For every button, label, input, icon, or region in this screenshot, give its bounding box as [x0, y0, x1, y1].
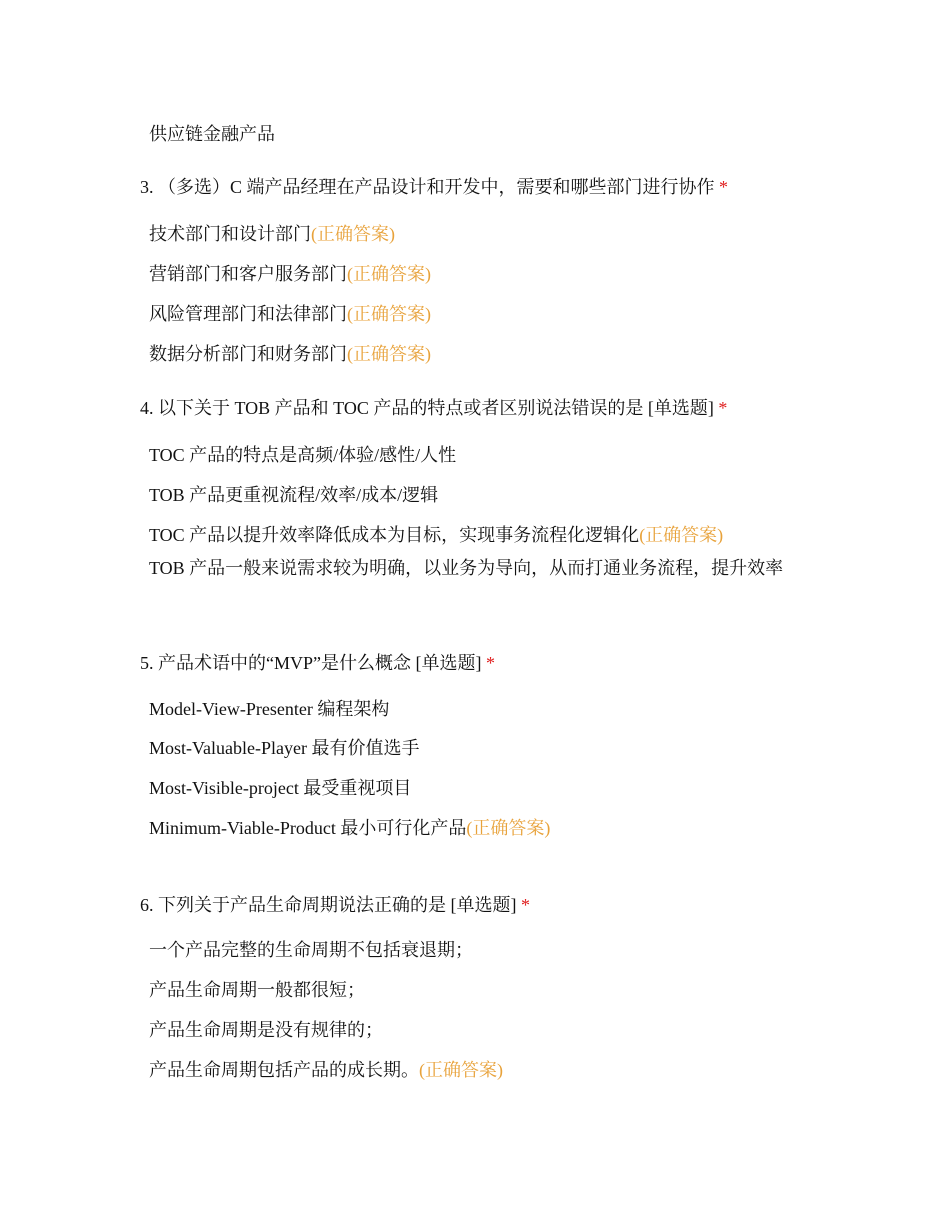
q3-option-4	[149, 342, 431, 366]
question-text: 6. 下列关于产品生命周期说法正确的是 [单选题]	[140, 895, 517, 915]
q3-option-1	[149, 222, 395, 246]
correct-answer-tag: (正确答案)	[347, 304, 431, 324]
required-mark: *	[485, 653, 495, 673]
option-text: 数据分析部门和财务部门	[149, 344, 347, 364]
option-text: 一个产品完整的生命周期不包括衰退期；	[149, 940, 473, 960]
q4-option-1	[149, 443, 456, 467]
question-5-title	[140, 651, 495, 675]
option-supply-chain	[149, 122, 275, 146]
question-text: 3. （多选）C 端产品经理在产品设计和开发中，需要和哪些部门进行协作	[140, 177, 715, 197]
required-mark: *	[719, 177, 729, 197]
option-text: 产品生命周期一般都很短；	[149, 980, 365, 1000]
question-6-title	[140, 893, 530, 917]
q3-option-2	[149, 262, 431, 286]
q5-option-2	[149, 736, 419, 760]
option-text: TOB 产品一般来说需求较为明确，以业务为导向，从而打通业务流程，提升效率	[149, 558, 784, 578]
option-text: 风险管理部门和法律部门	[149, 304, 347, 324]
question-text: 4. 以下关于 TOB 产品和 TOC 产品的特点或者区别说法错误的是 [单选题]	[140, 398, 714, 418]
option-text: Most-Visible-project 最受重视项目	[149, 778, 412, 798]
option-text: TOC 产品以提升效率降低成本为目标，实现事务流程化逻辑化	[149, 525, 640, 545]
correct-answer-tag: (正确答案)	[347, 264, 431, 284]
q5-option-3	[149, 776, 411, 800]
required-mark: *	[718, 398, 728, 418]
option-text: 营销部门和客户服务部门	[149, 264, 347, 284]
q3-option-3	[149, 302, 431, 326]
correct-answer-tag: (正确答案)	[347, 344, 431, 364]
q4-option-4	[149, 556, 799, 580]
option-text: 供应链金融产品	[149, 124, 275, 144]
option-text: Model-View-Presenter 编程架构	[149, 699, 390, 719]
question-4-title	[140, 396, 727, 420]
q6-option-1	[149, 938, 473, 962]
question-text: 5. 产品术语中的“MVP”是什么概念 [单选题]	[140, 653, 482, 673]
q5-option-1	[149, 697, 389, 721]
correct-answer-tag: (正确答案)	[419, 1060, 503, 1080]
option-text: TOB 产品更重视流程/效率/成本/逻辑	[149, 485, 439, 505]
q4-option-2	[149, 483, 438, 507]
required-mark: *	[521, 895, 530, 915]
q4-option-3	[149, 523, 723, 547]
option-text: TOC 产品的特点是高频/体验/感性/人性	[149, 445, 457, 465]
option-text: Most-Valuable-Player 最有价值选手	[149, 738, 420, 758]
correct-answer-tag: (正确答案)	[639, 525, 724, 545]
question-3-title	[140, 175, 728, 199]
option-text: Minimum-Viable-Product 最小可行化产品	[149, 818, 467, 838]
correct-answer-tag: (正确答案)	[466, 818, 551, 838]
q6-option-2	[149, 978, 365, 1002]
q6-option-3	[149, 1018, 383, 1042]
option-text: 产品生命周期是没有规律的；	[149, 1020, 383, 1040]
correct-answer-tag: (正确答案)	[311, 224, 395, 244]
option-text: 技术部门和设计部门	[149, 224, 311, 244]
option-text: 产品生命周期包括产品的成长期。	[149, 1060, 419, 1080]
q6-option-4	[149, 1058, 503, 1082]
q5-option-4	[149, 816, 550, 840]
